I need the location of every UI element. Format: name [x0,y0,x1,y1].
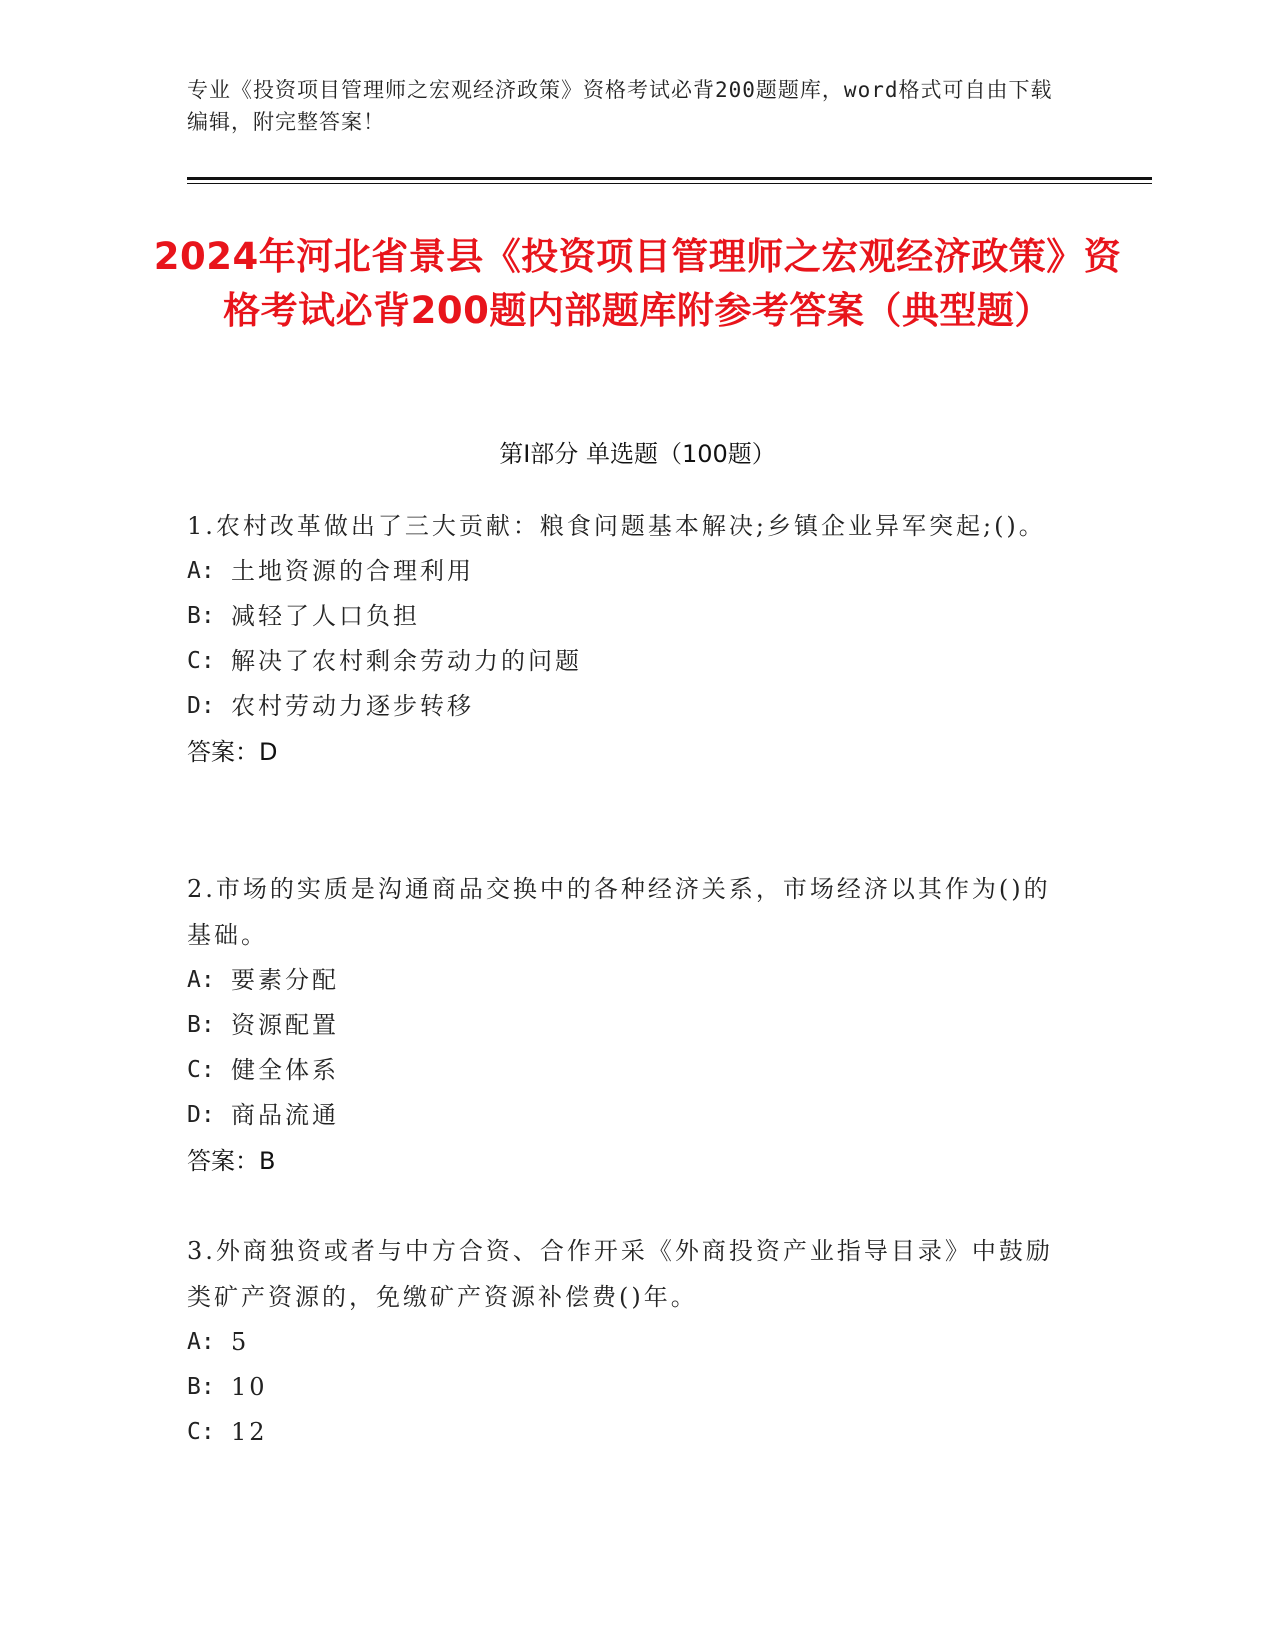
option-letter: C: [187,648,215,674]
option-text: 土地资源的合理利用 [231,557,474,585]
header-note: 专业《投资项目管理师之宏观经济政策》资格考试必背200题题库，word格式可自由下载编辑，附完整答案！ [187,78,1053,134]
option-c [187,1048,1067,1093]
question-stem: 1.农村改革做出了三大贡献：粮食问题基本解决;乡镇企业异军突起;()。 [187,512,1046,540]
option-b [187,1003,1067,1048]
option-letter: A: [187,558,215,584]
option-c [187,1410,1067,1455]
option-text: 健全体系 [231,1056,339,1084]
section-heading: 第Ⅰ部分 单选题（100题） [499,440,776,468]
question-2 [187,866,1067,1184]
option-a [187,1320,1067,1365]
option-letter: D: [187,1102,215,1128]
document-title: 2024年河北省景县《投资项目管理师之宏观经济政策》资格考试必背200题内部题库附参考答案（典型题） [153,235,1122,332]
option-d [187,684,1067,729]
answer-line: 答案：B [187,1147,276,1175]
option-text: 要素分配 [231,966,339,994]
option-letter: B: [187,1012,215,1038]
option-a [187,549,1067,594]
option-text: 解决了农村剩余劳动力的问题 [231,647,582,675]
option-text: 资源配置 [231,1011,339,1039]
option-letter: B: [187,1374,215,1400]
header-rule-thick [187,177,1152,180]
option-b [187,1365,1067,1410]
option-a [187,958,1067,1003]
option-d [187,1093,1067,1138]
option-text: 10 [231,1373,268,1401]
option-text: 减轻了人口负担 [231,602,420,630]
question-3 [187,1228,1067,1455]
option-letter: A: [187,1329,215,1355]
option-letter: C: [187,1057,215,1083]
option-c [187,639,1067,684]
option-text: 农村劳动力逐步转移 [231,692,474,720]
option-letter: D: [187,693,215,719]
option-text: 商品流通 [231,1101,339,1129]
question-1 [187,503,1067,775]
question-stem: 2.市场的实质是沟通商品交换中的各种经济关系，市场经济以其作为()的基础。 [187,875,1051,949]
option-letter: B: [187,603,215,629]
question-stem: 3.外商独资或者与中方合资、合作开采《外商投资产业指导目录》中鼓励类矿产资源的，免缴矿产资源补偿费()年。 [187,1237,1053,1311]
option-text: 5 [231,1328,250,1356]
header-rule-thin [187,183,1152,184]
answer-line: 答案：D [187,738,278,766]
option-b [187,594,1067,639]
option-letter: A: [187,967,215,993]
option-text: 12 [231,1418,268,1446]
option-letter: C: [187,1419,215,1445]
